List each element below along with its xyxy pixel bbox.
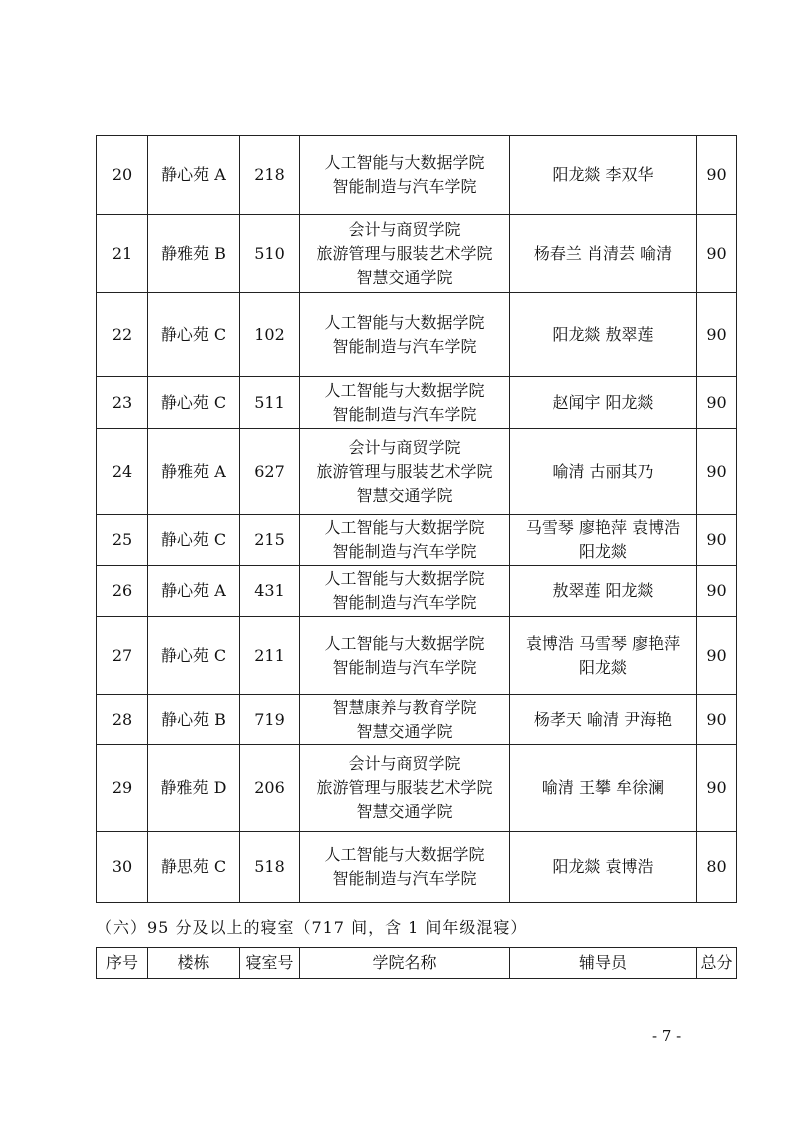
counselor-cell-line: 喻清 古丽其乃: [552, 461, 654, 481]
counselor-cell: [510, 617, 697, 695]
college-cell-line: 人工智能与大数据学院: [324, 518, 485, 537]
room-cell: 627: [240, 429, 300, 515]
building-cell: 静雅苑 D: [148, 745, 240, 832]
college-cell: [300, 832, 510, 903]
counselor-cell-line: 阳龙燚: [578, 542, 627, 561]
room-cell: 206: [240, 745, 300, 832]
building-cell: 静心苑 B: [148, 695, 240, 745]
score-cell: 90: [697, 515, 737, 566]
room-cell: 518: [240, 832, 300, 903]
college-cell: [300, 377, 510, 429]
table-row: [97, 293, 737, 377]
college-cell-line: 人工智能与大数据学院: [324, 845, 485, 864]
table-row: [97, 429, 737, 515]
room-cell: 511: [240, 377, 300, 429]
row-number: 28: [97, 695, 148, 745]
college-cell-line: 人工智能与大数据学院: [324, 312, 485, 332]
counselor-cell-line: 阳龙燚 敖翠莲: [552, 324, 654, 344]
room-cell: 510: [240, 215, 300, 293]
table-row: [97, 745, 737, 832]
header-score: 总分: [697, 948, 737, 979]
counselor-cell: [510, 832, 697, 903]
page-number: - 7 -: [652, 1027, 682, 1045]
header-row: [97, 948, 737, 979]
room-cell: 431: [240, 566, 300, 617]
counselor-cell-line: 袁博浩 马雪琴 廖艳萍: [525, 633, 681, 653]
row-number: 25: [97, 515, 148, 566]
college-cell-line: 智能制造与汽车学院: [332, 177, 477, 196]
score-cell: 90: [697, 429, 737, 515]
room-cell: 218: [240, 136, 300, 215]
college-cell-line: 人工智能与大数据学院: [324, 569, 485, 588]
building-cell: 静思苑 C: [148, 832, 240, 903]
score-cell: 80: [697, 832, 737, 903]
counselor-cell-line: 马雪琴 廖艳萍 袁博浩: [525, 518, 681, 537]
room-cell: 211: [240, 617, 300, 695]
row-number: 27: [97, 617, 148, 695]
row-number: 23: [97, 377, 148, 429]
college-cell: [300, 695, 510, 745]
college-cell-line: 人工智能与大数据学院: [324, 153, 485, 172]
counselor-cell: [510, 695, 697, 745]
college-cell-line: 旅游管理与服装艺术学院: [316, 243, 493, 263]
table-row: [97, 617, 737, 695]
college-cell: [300, 566, 510, 617]
building-cell: 静心苑 C: [148, 515, 240, 566]
row-number: 22: [97, 293, 148, 377]
college-cell: [300, 136, 510, 215]
header-college: 学院名称: [300, 948, 510, 979]
counselor-cell: [510, 136, 697, 215]
college-cell: [300, 293, 510, 377]
score-cell: 90: [697, 377, 737, 429]
college-cell-line: 人工智能与大数据学院: [324, 380, 485, 400]
header-counselor: 辅导员: [510, 948, 697, 979]
score-cell: 90: [697, 215, 737, 293]
college-cell: [300, 617, 510, 695]
table-row: [97, 377, 737, 429]
college-cell-line: 会计与商贸学院: [348, 754, 461, 773]
row-number: 26: [97, 566, 148, 617]
counselor-cell-line: 阳龙燚 李双华: [552, 165, 654, 184]
score-cell: 90: [697, 617, 737, 695]
section-heading: （六）95 分及以上的寝室（717 间，含 1 间年级混寝）: [96, 918, 528, 937]
college-cell-line: 会计与商贸学院: [348, 219, 461, 239]
college-cell: [300, 515, 510, 566]
counselor-cell: [510, 515, 697, 566]
counselor-cell: [510, 429, 697, 515]
building-cell: 静心苑 C: [148, 293, 240, 377]
college-cell-line: 智能制造与汽车学院: [332, 869, 477, 888]
counselor-cell-line: 阳龙燚: [578, 657, 627, 677]
counselor-cell-line: 阳龙燚 袁博浩: [552, 857, 654, 876]
header-room: 寝室号: [240, 948, 300, 979]
college-cell-line: 会计与商贸学院: [348, 437, 461, 457]
counselor-cell-line: 敖翠莲 阳龙燚: [552, 581, 654, 600]
college-cell-line: 智慧交通学院: [356, 267, 453, 287]
counselor-cell-line: 赵闻宇 阳龙燚: [552, 392, 654, 412]
counselor-cell: [510, 377, 697, 429]
score-cell: 90: [697, 136, 737, 215]
college-cell-line: 智能制造与汽车学院: [332, 542, 477, 561]
college-cell-line: 旅游管理与服装艺术学院: [316, 461, 493, 481]
college-cell-line: 智慧康养与教育学院: [332, 697, 477, 717]
score-cell: 90: [697, 293, 737, 377]
counselor-cell: [510, 293, 697, 377]
table-row: [97, 566, 737, 617]
row-number: 30: [97, 832, 148, 903]
row-number: 24: [97, 429, 148, 515]
college-cell-line: 人工智能与大数据学院: [324, 633, 485, 653]
counselor-cell-line: 杨春兰 肖清芸 喻清: [533, 243, 673, 263]
table-row: [97, 695, 737, 745]
college-cell-line: 智能制造与汽车学院: [332, 657, 477, 677]
row-number: 21: [97, 215, 148, 293]
building-cell: 静雅苑 A: [148, 429, 240, 515]
college-cell: [300, 429, 510, 515]
table-row: [97, 515, 737, 566]
table-row: [97, 832, 737, 903]
counselor-cell-line: 喻清 王攀 牟徐澜: [541, 778, 665, 797]
college-cell: [300, 745, 510, 832]
college-cell-line: 智能制造与汽车学院: [332, 593, 477, 612]
table-row: [97, 215, 737, 293]
college-cell-line: 智能制造与汽车学院: [332, 336, 477, 356]
next-section-table-header: [96, 947, 737, 979]
dormitory-table: [96, 135, 737, 903]
building-cell: 静心苑 C: [148, 617, 240, 695]
counselor-cell: [510, 566, 697, 617]
counselor-cell-line: 杨孝天 喻清 尹海艳: [533, 709, 673, 729]
college-cell-line: 旅游管理与服装艺术学院: [316, 778, 493, 797]
counselor-cell: [510, 745, 697, 832]
room-cell: 102: [240, 293, 300, 377]
college-cell-line: 智慧交通学院: [356, 721, 453, 741]
row-number: 29: [97, 745, 148, 832]
header-no: 序号: [97, 948, 148, 979]
table-row: [97, 136, 737, 215]
row-number: 20: [97, 136, 148, 215]
score-cell: 90: [697, 745, 737, 832]
counselor-cell: [510, 215, 697, 293]
score-cell: 90: [697, 566, 737, 617]
building-cell: 静雅苑 B: [148, 215, 240, 293]
room-cell: 215: [240, 515, 300, 566]
building-cell: 静心苑 A: [148, 136, 240, 215]
college-cell: [300, 215, 510, 293]
score-cell: 90: [697, 695, 737, 745]
building-cell: 静心苑 C: [148, 377, 240, 429]
building-cell: 静心苑 A: [148, 566, 240, 617]
header-building: 楼栋: [148, 948, 240, 979]
room-cell: 719: [240, 695, 300, 745]
college-cell-line: 智慧交通学院: [356, 485, 453, 505]
college-cell-line: 智慧交通学院: [356, 802, 453, 821]
college-cell-line: 智能制造与汽车学院: [332, 404, 477, 424]
